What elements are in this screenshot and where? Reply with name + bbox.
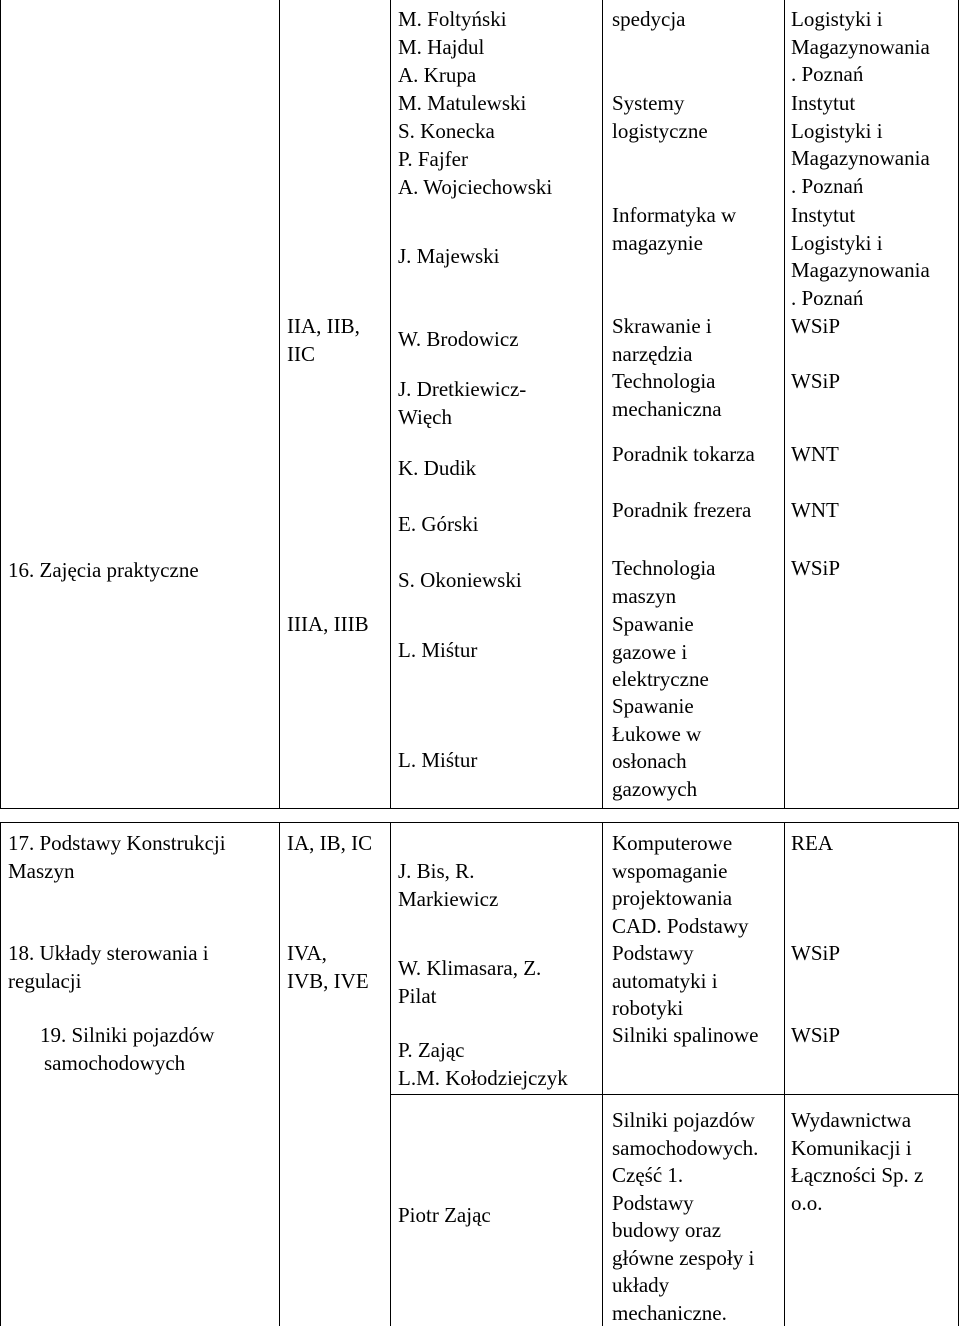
author-name: W. Brodowicz — [398, 327, 519, 351]
column-divider-1-lower — [279, 822, 280, 1326]
author-name: J. Majewski — [398, 244, 500, 268]
book-title: Poradnik frezera — [612, 498, 752, 522]
row-divider-authors-split — [391, 1094, 959, 1095]
row-divider-16-bottom — [0, 808, 959, 809]
table-border-right-lower — [958, 822, 959, 1326]
subject-name: 18. Układy sterowania i regulacji — [8, 941, 209, 993]
publisher-name: WNT — [791, 498, 839, 522]
class-list: IVA, IVB, IVE — [287, 941, 369, 993]
column-divider-3 — [602, 0, 603, 808]
author-name: J. Bis, R. Markiewicz — [398, 859, 499, 911]
column-divider-2-lower — [390, 822, 391, 1326]
author-name: S. Okoniewski — [398, 568, 522, 592]
column-divider-4 — [784, 0, 785, 808]
book-title: Skrawanie i narzędzia — [612, 314, 712, 366]
book-title: Poradnik tokarza — [612, 442, 755, 466]
book-title: Spawanie Łukowe w osłonach gazowych — [612, 694, 702, 801]
class-list: IA, IB, IC — [287, 831, 373, 855]
column-divider-4-lower — [784, 822, 785, 1326]
book-title: spedycja — [612, 7, 686, 31]
book-title: Spawanie gazowe i elektryczne — [612, 612, 709, 691]
publisher-name: WSiP — [791, 556, 841, 580]
subject-name: 16. Zajęcia praktyczne — [8, 558, 199, 582]
author-name: Piotr Zając — [398, 1203, 491, 1227]
author-name: J. Dretkiewicz- Więch — [398, 377, 527, 429]
table-border-left — [0, 0, 1, 808]
author-name: L. Miśtur — [398, 638, 478, 662]
author-name: S. Konecka — [398, 119, 495, 143]
author-name: A. Krupa — [398, 63, 477, 87]
publisher-name: WSiP — [791, 369, 841, 393]
publisher-name: Wydawnictwa Komunikacji i Łączności Sp. z o.o. — [791, 1108, 924, 1215]
author-name: P. Fajfer — [398, 147, 468, 171]
table-border-right — [958, 0, 959, 808]
publisher-name: WSiP — [791, 1023, 841, 1047]
book-title: Silniki spalinowe — [612, 1023, 759, 1047]
column-divider-3-lower — [602, 822, 603, 1326]
author-name: E. Górski — [398, 512, 479, 536]
class-list: IIIA, IIIB — [287, 612, 369, 636]
author-name: W. Klimasara, Z. Pilat — [398, 956, 542, 1008]
author-name: M. Hajdul — [398, 35, 485, 59]
book-title: Informatyka w magazynie — [612, 203, 737, 255]
publisher-name: REA — [791, 831, 833, 855]
publisher-name: WSiP — [791, 941, 841, 965]
table-border-left-lower — [0, 822, 1, 1326]
book-title: Technologia mechaniczna — [612, 369, 722, 421]
author-name: M. Matulewski — [398, 91, 527, 115]
publisher-name: Instytut Logistyki i Magazynowania . Poznań — [791, 91, 930, 198]
author-name: M. Foltyński — [398, 7, 507, 31]
book-title: Komputerowe wspomaganie projektowania CAD. Podstawy — [612, 831, 749, 938]
author-name: K. Dudik — [398, 456, 477, 480]
publisher-name: Logistyki i Magazynowania . Poznań — [791, 7, 930, 86]
publisher-name: Instytut Logistyki i Magazynowania . Poznań — [791, 203, 930, 310]
book-title: Podstawy automatyki i robotyki — [612, 941, 718, 1020]
book-title: Systemy logistyczne — [612, 91, 708, 143]
book-title: Silniki pojazdów samochodowych. Część 1. Podstawy budowy oraz główne zespoły i układy mechaniczne. — [612, 1108, 759, 1325]
class-list: IIA, IIB, IIC — [287, 314, 360, 366]
author-name: A. Wojciechowski — [398, 175, 553, 199]
subject-name: 17. Podstawy Konstrukcji Maszyn — [8, 831, 226, 883]
subject-name: samochodowych — [44, 1051, 186, 1075]
author-name: L. Miśtur — [398, 748, 478, 772]
author-name: P. Zając L.M. Kołodziejczyk — [398, 1038, 568, 1090]
publisher-name: WNT — [791, 442, 839, 466]
book-title: Technologia maszyn — [612, 556, 716, 608]
row-divider-17-top — [0, 822, 959, 823]
column-divider-1 — [279, 0, 280, 808]
column-divider-2 — [390, 0, 391, 808]
subject-name: 19. Silniki pojazdów — [40, 1023, 215, 1047]
publisher-name: WSiP — [791, 314, 841, 338]
